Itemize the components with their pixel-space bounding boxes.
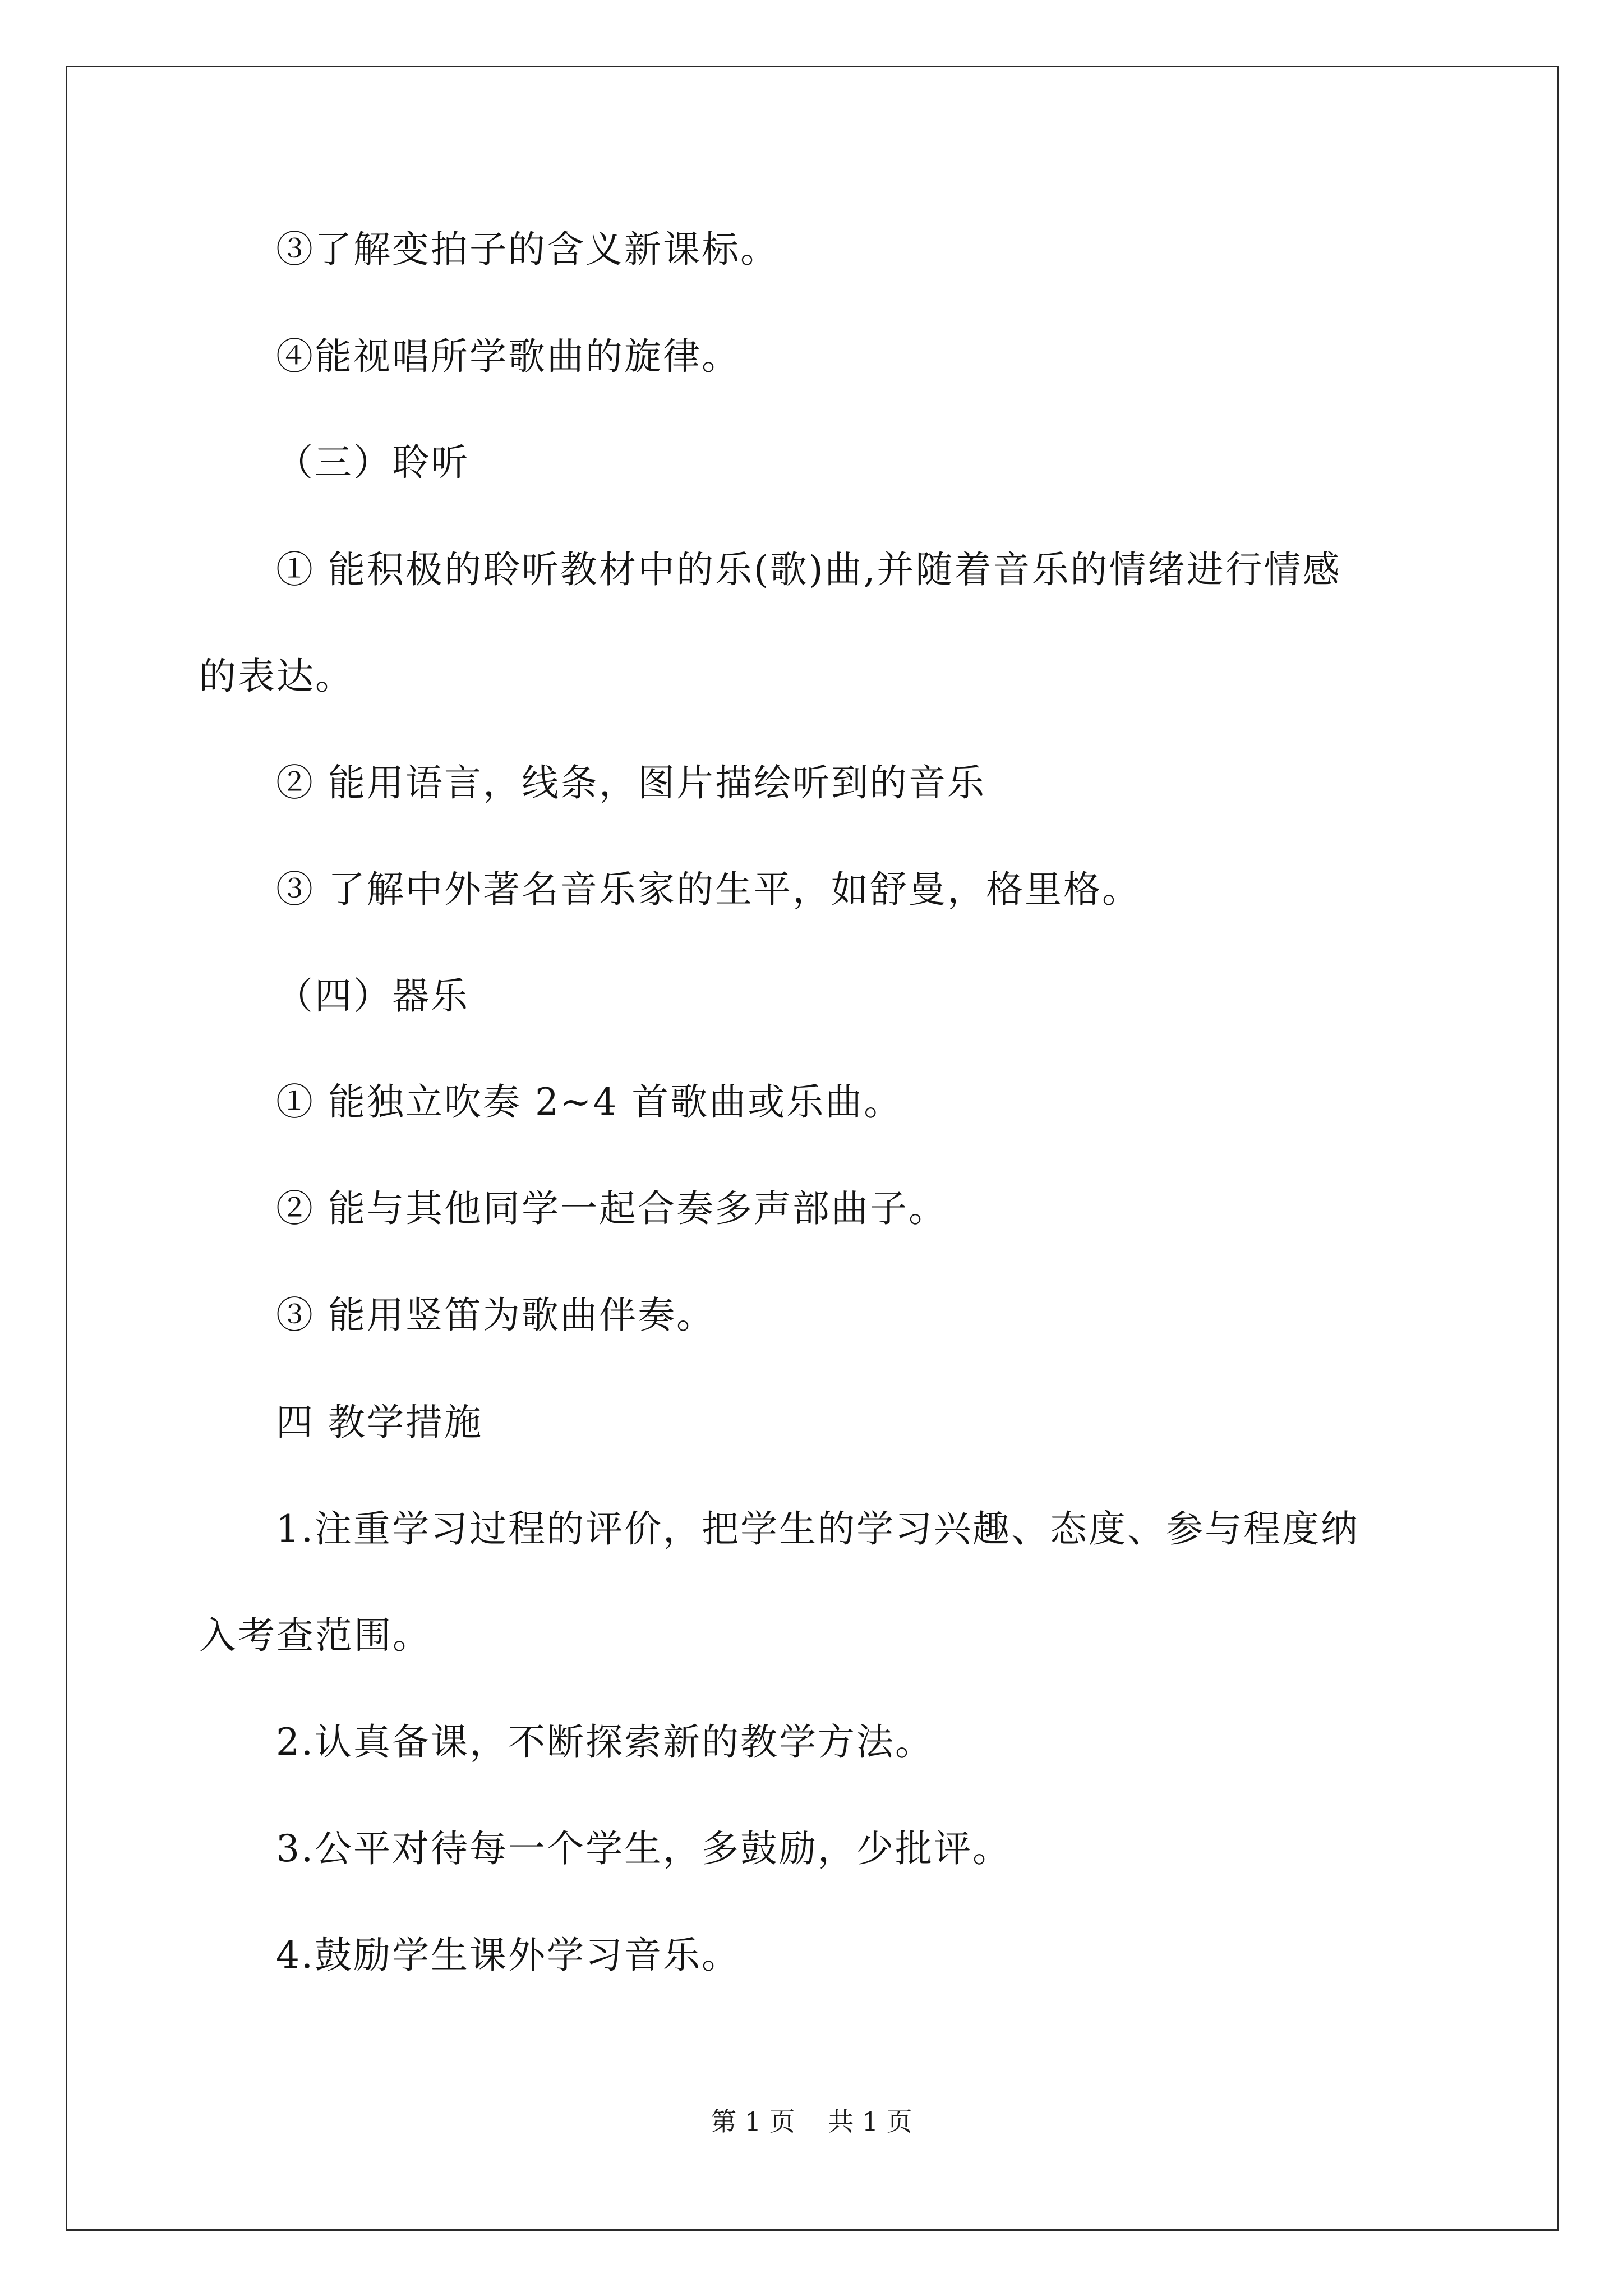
paragraph-line: ② 能用语言，线条，图片描绘听到的音乐 (276, 761, 986, 804)
paragraph-line: 2.认真备课，不断探索新的教学方法。 (276, 1720, 934, 1764)
paragraph-line: ① 能独立吹奏 2~4 首歌曲或乐曲。 (276, 1080, 903, 1124)
section-heading: 四 教学措施 (276, 1401, 483, 1444)
paragraph-line: 4.鼓励学生课外学习音乐。 (276, 1934, 740, 1977)
paragraph-line: 入考查范围。 (199, 1614, 431, 1657)
paragraph-line: ③了解变拍子的含义新课标。 (276, 228, 779, 271)
paragraph-line: 3.公平对待每一个学生，多鼓励，少批评。 (276, 1827, 1011, 1870)
section-heading: （三）聆听 (276, 441, 469, 484)
paragraph-line: 1.注重学习过程的评价，把学生的学习兴趣、态度、参与程度纳 (276, 1507, 1359, 1550)
page-border (66, 66, 1559, 2231)
page-number-footer: 第 1 页 共 1 页 (711, 2106, 912, 2137)
section-heading: （四）器乐 (276, 974, 469, 1018)
paragraph-line: ④能视唱所学歌曲的旋律。 (276, 335, 740, 378)
paragraph-line: ① 能积极的聆听教材中的乐(歌)曲,并随着音乐的情绪进行情感 (276, 548, 1341, 591)
paragraph-line: ③ 能用竖笛为歌曲伴奏。 (276, 1294, 715, 1337)
paragraph-line: 的表达。 (199, 655, 354, 698)
paragraph-line: ③ 了解中外著名音乐家的生平，如舒曼，格里格。 (276, 868, 1141, 911)
paragraph-line: ② 能与其他同学一起合奏多声部曲子。 (276, 1187, 947, 1230)
